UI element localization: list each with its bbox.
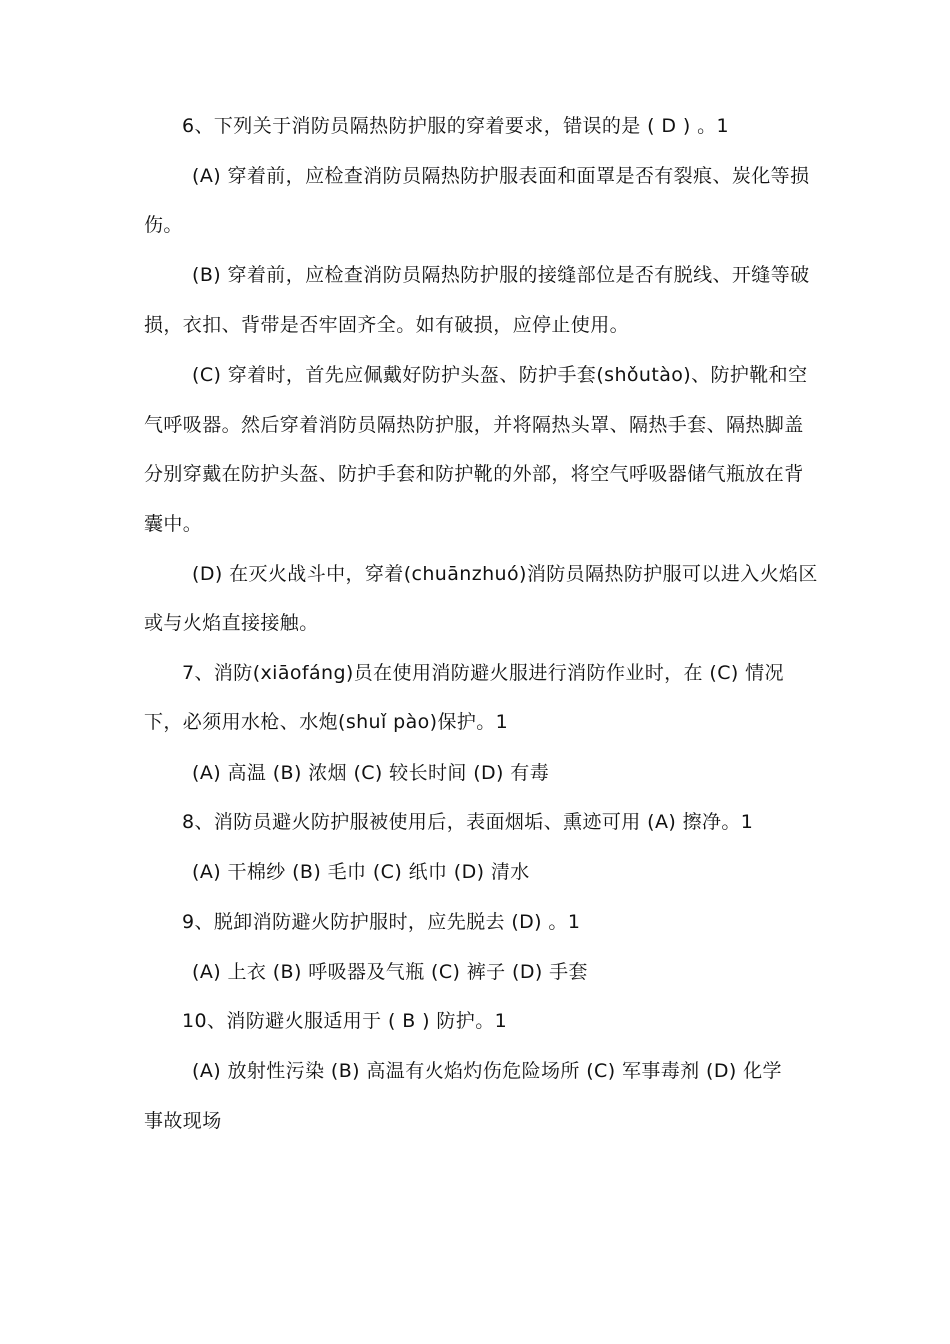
question-8-options: (A) 干棉纱 (B) 毛巾 (C) 纸巾 (D) 清水 [192,861,530,883]
question-6-option-d: (D) 在灭火战斗中，穿着(chuānzhuó)消防员隔热防护服可以进入火焰区 [192,563,818,585]
question-6-option-c-cont1: 气呼吸器。然后穿着消防员隔热防护服，并将隔热头罩、隔热手套、隔热脚盖 [144,414,804,436]
question-10-options-cont: 事故现场 [144,1110,222,1132]
question-6-option-b-cont: 损，衣扣、背带是否牢固齐全。如有破损，应停止使用。 [144,314,630,336]
question-6-option-a-cont: 伤。 [144,214,183,236]
question-8-stem: 8、消防员避火防护服被使用后，表面烟垢、熏迹可用 (A) 擦净。1 [182,811,754,833]
question-6-option-b: (B) 穿着前，应检查消防员隔热防护服的接缝部位是否有脱线、开缝等破 [192,264,810,286]
question-7-options: (A) 高温 (B) 浓烟 (C) 较长时间 (D) 有毒 [192,762,550,784]
question-9-stem: 9、脱卸消防避火防护服时，应先脱去 (D) 。1 [182,911,581,933]
question-9-options: (A) 上衣 (B) 呼吸器及气瓶 (C) 裤子 (D) 手套 [192,961,588,983]
question-6-stem: 6、下列关于消防员隔热防护服的穿着要求，错误的是 ( D ) 。1 [182,115,729,137]
question-6-option-c-cont2: 分别穿戴在防护头盔、防护手套和防护靴的外部，将空气呼吸器储气瓶放在背 [144,463,804,485]
question-10-options: (A) 放射性污染 (B) 高温有火焰灼伤危险场所 (C) 军事毒剂 (D) 化学 [192,1060,782,1082]
question-7-stem: 7、消防(xiāofáng)员在使用消防避火服进行消防作业时，在 (C) 情况 [182,662,784,684]
question-6-option-a: (A) 穿着前，应检查消防员隔热防护服表面和面罩是否有裂痕、炭化等损 [192,165,810,187]
question-7-stem-cont: 下，必须用水枪、水炮(shuǐ pào)保护。1 [144,711,509,733]
question-6-option-c-cont3: 囊中。 [144,513,203,535]
question-6-option-c: (C) 穿着时，首先应佩戴好防护头盔、防护手套(shǒutào)、防护靴和空 [192,364,808,386]
question-6-option-d-cont: 或与火焰直接接触。 [144,612,319,634]
question-10-stem: 10、消防避火服适用于 ( B ) 防护。1 [182,1010,508,1032]
